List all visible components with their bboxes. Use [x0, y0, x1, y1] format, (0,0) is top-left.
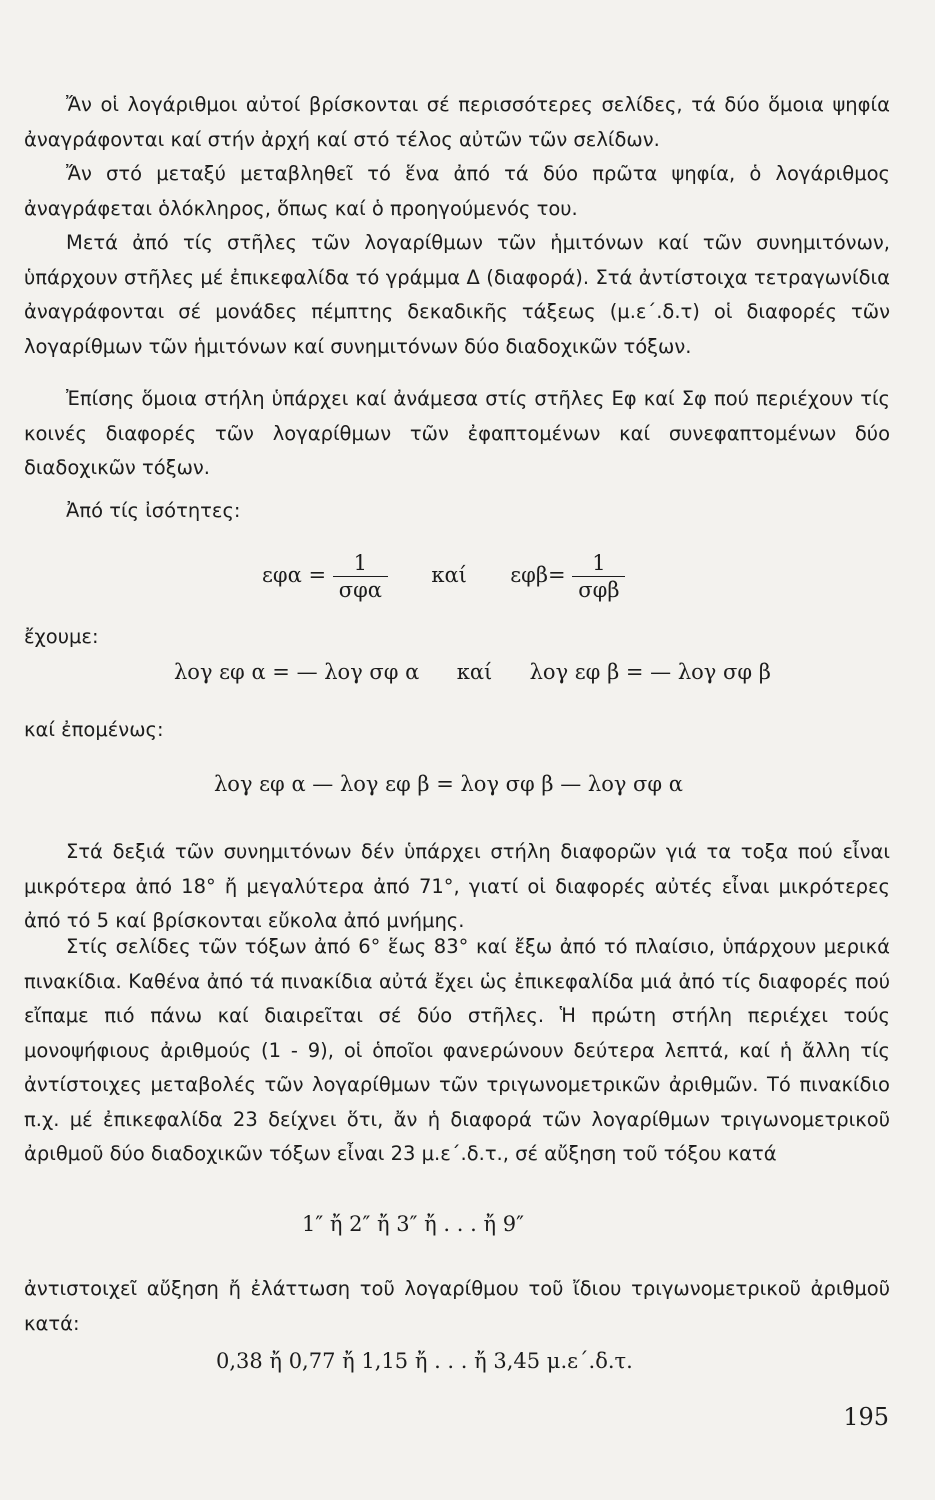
paragraph-1: Ἄν οἱ λογάριθμοι αὐτοί βρίσκονται σέ περισσότερες σελίδες, τά δύο ὅμοια ψηφία ἀναγράφονται καί στήν ἀρχή καί στό τέλος αὐτῶν τῶν σελίδων. [24, 93, 890, 151]
paragraph-6: Στά δεξιά τῶν συνημιτόνων δέν ὑπάρχει στήλη διαφορῶν γιά τα τοξα πού εἶναι μικρότερα ἀπό 18° ἤ μεγαλύτερα ἀπό 71°, γιατί οἱ διαφορές αὐτές εἶναι μικρότερες ἀπό τό 5 καί βρίσκονται εὔκολα ἀπό μνήμης. [24, 840, 890, 932]
paragraph-2: Ἄν στό μεταξύ μεταβληθεῖ τό ἕνα ἀπό τά δύο πρῶτα ψηφία, ὁ λογάριθμος ἀναγράφεται ὁλόκληρος, ὅπως καί ὁ προηγούμενός του. [24, 162, 890, 220]
formula-seconds: 1″ ἤ 2″ ἤ 3″ ἤ . . . ἤ 9″ [302, 1212, 524, 1236]
formula-log-relations [174, 660, 771, 684]
formula-1-conjunction: καί [431, 563, 467, 587]
formula-reciprocal [262, 550, 625, 603]
fraction-2 [572, 550, 625, 603]
paragraph-5: Ἀπό τίς ἰσότητες: [66, 499, 241, 522]
formula-1-right: εφβ= [510, 563, 566, 587]
paragraph-4: Ἐπίσης ὅμοια στήλη ὑπάρχει καί ἀνάμεσα στίς στῆλες Εφ καί Σφ πού περιέχουν τίς κοινές διαφορές τῶν λογαρίθμων τῶν ἐφαπτομένων καί συνεφαπτομένων δύο διαδοχικῶν τόξων. [24, 387, 890, 479]
paragraph-3: Μετά ἀπό τίς στῆλες τῶν λογαρίθμων τῶν ἡμιτόνων καί τῶν συνημιτόνων, ὑπάρχουν στῆλες μέ ἐπικεφαλίδα τό γράμμα Δ (διαφορά). Στά ἀντίστοιχα τετραγωνίδια ἀναγράφονται σέ μονάδες πέμπτης δεκαδικῆς τάξεως (μ.ε΄.δ.τ) οἱ διαφορές τῶν λογαρίθμων τῶν ἡμιτόνων καί συνημιτόνων δύο διαδοχικῶν τόξων. [24, 231, 890, 358]
fraction-1-numerator: 1 [353, 551, 368, 575]
label-kai-epomenos: καί ἐπομένως: [24, 718, 164, 741]
paragraph-7: Στίς σελίδες τῶν τόξων ἀπό 6° ἕως 83° καί ἔξω ἀπό τό πλαίσιο, ὑπάρχουν μερικά πινακίδια. Καθένα ἀπό τά πινακίδια αὐτά ἔχει ὡς ἐπικεφαλίδα μιά ἀπό τίς διαφορές πού εἴπαμε πιό πάνω καί διαιρεῖται σέ δύο στῆλες. Ἡ πρώτη στήλη περιέχει τούς μονοψήφιους ἀριθμούς (1 - 9), οἱ ὁποῖοι φανερώνουν δεύτερα λεπτά, καί ἡ ἄλλη τίς ἀντίστοιχες μεταβολές τῶν λογαρίθμων τῶν τριγωνομετρικῶν ἀριθμῶν. Τό πινακίδιο π.χ. μέ ἐπικεφαλίδα 23 δείχνει ὅτι, ἄν ἡ διαφορά τῶν λογαρίθμων τριγωνομετρικοῦ ἀριθμοῦ δύο διαδοχικῶν τόξων εἶναι 23 μ.ε΄.δ.τ., σέ αὔξηση τοῦ τόξου κατά [24, 935, 890, 1165]
formula-values: 0,38 ἤ 0,77 ἤ 1,15 ἤ . . . ἤ 3,45 μ.ε΄.δ.τ. [216, 1349, 633, 1373]
page-number: 195 [843, 1403, 889, 1431]
formula-1-left: εφα = [262, 563, 327, 587]
fraction-1 [333, 550, 388, 603]
paragraph-8: ἀντιστοιχεῖ αὔξηση ἤ ἐλάττωση τοῦ λογαρίθμου τοῦ ἴδιου τριγωνομετρικοῦ ἀριθμοῦ κατά: [24, 1277, 890, 1335]
fraction-2-numerator: 1 [592, 551, 606, 575]
formula-3-left: λογ εφ α = — λογ σφ α [174, 660, 420, 684]
fraction-1-denominator: σφα [333, 576, 388, 603]
formula-3-conjunction: καί [456, 660, 493, 684]
fraction-2-denominator: σφβ [572, 576, 625, 603]
formula-3-right: λογ εφ β = — λογ σφ β [529, 660, 771, 684]
formula-difference: λογ εφ α — λογ εφ β = λογ σφ β — λογ σφ α [214, 772, 683, 796]
label-echoume: ἔχουμε: [24, 625, 99, 648]
